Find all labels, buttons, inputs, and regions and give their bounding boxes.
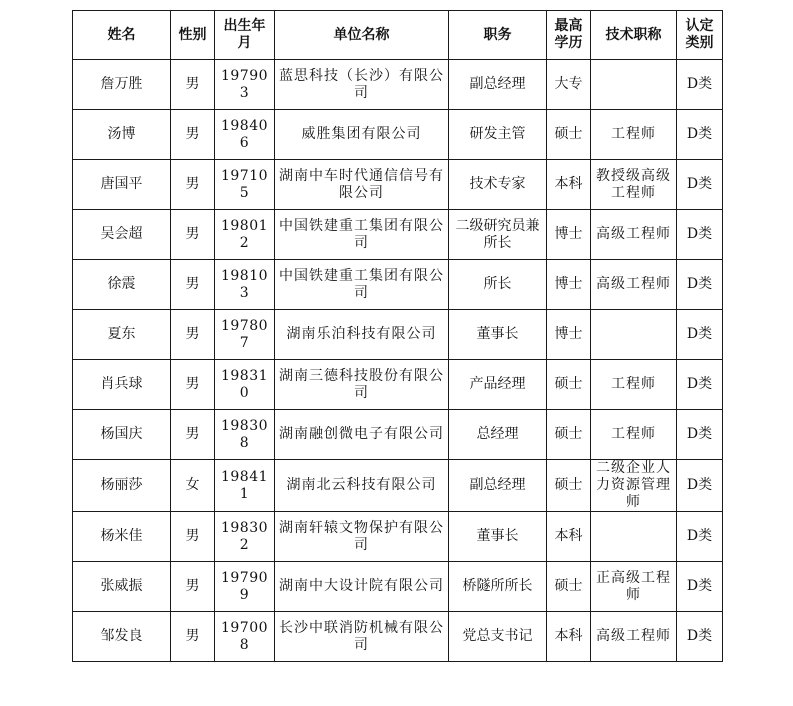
cell-unit: 湖南轩辕文物保护有限公司 bbox=[275, 512, 449, 562]
cell-title: 工程师 bbox=[591, 360, 677, 410]
table-row bbox=[73, 562, 723, 612]
cell-education: 大专 bbox=[547, 60, 591, 110]
cell-position: 党总支书记 bbox=[449, 612, 547, 662]
cell-gender: 男 bbox=[171, 612, 215, 662]
header-education: 最高学历 bbox=[547, 11, 591, 60]
table-row bbox=[73, 310, 723, 360]
table-row bbox=[73, 460, 723, 512]
header-gender: 性别 bbox=[171, 11, 215, 60]
cell-name: 杨国庆 bbox=[73, 410, 171, 460]
cell-name: 汤博 bbox=[73, 110, 171, 160]
cell-title bbox=[591, 310, 677, 360]
cell-education: 本科 bbox=[547, 160, 591, 210]
table-row bbox=[73, 60, 723, 110]
header-row bbox=[73, 11, 723, 60]
cell-name: 徐震 bbox=[73, 260, 171, 310]
cell-name: 唐国平 bbox=[73, 160, 171, 210]
cell-gender: 男 bbox=[171, 160, 215, 210]
header-title: 技术职称 bbox=[591, 11, 677, 60]
header-category: 认定类别 bbox=[677, 11, 723, 60]
cell-education: 博士 bbox=[547, 260, 591, 310]
cell-birth: 197909 bbox=[215, 562, 275, 612]
cell-gender: 男 bbox=[171, 110, 215, 160]
cell-education: 博士 bbox=[547, 310, 591, 360]
cell-gender: 女 bbox=[171, 460, 215, 512]
cell-birth: 198411 bbox=[215, 460, 275, 512]
cell-unit: 蓝思科技（长沙）有限公司 bbox=[275, 60, 449, 110]
cell-unit: 湖南乐泊科技有限公司 bbox=[275, 310, 449, 360]
table-row bbox=[73, 512, 723, 562]
cell-education: 硕士 bbox=[547, 360, 591, 410]
cell-category: D类 bbox=[677, 512, 723, 562]
cell-category: D类 bbox=[677, 260, 723, 310]
cell-position: 研发主管 bbox=[449, 110, 547, 160]
header-name: 姓名 bbox=[73, 11, 171, 60]
cell-position: 桥隧所所长 bbox=[449, 562, 547, 612]
cell-position: 技术专家 bbox=[449, 160, 547, 210]
cell-position: 副总经理 bbox=[449, 460, 547, 512]
cell-birth: 198302 bbox=[215, 512, 275, 562]
cell-gender: 男 bbox=[171, 512, 215, 562]
cell-name: 吴会超 bbox=[73, 210, 171, 260]
cell-title: 高级工程师 bbox=[591, 612, 677, 662]
cell-education: 硕士 bbox=[547, 460, 591, 512]
cell-unit: 湖南三德科技股份有限公司 bbox=[275, 360, 449, 410]
cell-title: 教授级高级工程师 bbox=[591, 160, 677, 210]
cell-title bbox=[591, 512, 677, 562]
cell-birth: 198012 bbox=[215, 210, 275, 260]
cell-name: 肖兵球 bbox=[73, 360, 171, 410]
cell-gender: 男 bbox=[171, 310, 215, 360]
cell-unit: 湖南融创微电子有限公司 bbox=[275, 410, 449, 460]
header-birth: 出生年月 bbox=[215, 11, 275, 60]
cell-title bbox=[591, 60, 677, 110]
cell-name: 夏东 bbox=[73, 310, 171, 360]
cell-gender: 男 bbox=[171, 410, 215, 460]
cell-education: 本科 bbox=[547, 512, 591, 562]
cell-category: D类 bbox=[677, 310, 723, 360]
cell-title: 正高级工程师 bbox=[591, 562, 677, 612]
cell-education: 硕士 bbox=[547, 110, 591, 160]
cell-category: D类 bbox=[677, 612, 723, 662]
cell-name: 张威振 bbox=[73, 562, 171, 612]
cell-name: 杨丽莎 bbox=[73, 460, 171, 512]
cell-category: D类 bbox=[677, 460, 723, 512]
cell-unit: 湖南中车时代通信信号有限公司 bbox=[275, 160, 449, 210]
cell-birth: 198406 bbox=[215, 110, 275, 160]
cell-name: 杨米佳 bbox=[73, 512, 171, 562]
cell-unit: 中国铁建重工集团有限公司 bbox=[275, 210, 449, 260]
cell-category: D类 bbox=[677, 160, 723, 210]
cell-education: 硕士 bbox=[547, 562, 591, 612]
cell-position: 二级研究员兼所长 bbox=[449, 210, 547, 260]
cell-birth: 198103 bbox=[215, 260, 275, 310]
table-row bbox=[73, 210, 723, 260]
cell-category: D类 bbox=[677, 410, 723, 460]
cell-name: 邹发良 bbox=[73, 612, 171, 662]
personnel-table bbox=[72, 10, 723, 662]
cell-gender: 男 bbox=[171, 562, 215, 612]
header-position: 职务 bbox=[449, 11, 547, 60]
cell-birth: 197105 bbox=[215, 160, 275, 210]
cell-title: 工程师 bbox=[591, 110, 677, 160]
cell-position: 副总经理 bbox=[449, 60, 547, 110]
cell-position: 所长 bbox=[449, 260, 547, 310]
table-row bbox=[73, 410, 723, 460]
cell-education: 硕士 bbox=[547, 410, 591, 460]
table-row bbox=[73, 260, 723, 310]
personnel-table-sheet bbox=[72, 10, 722, 662]
table-row bbox=[73, 160, 723, 210]
cell-category: D类 bbox=[677, 360, 723, 410]
cell-name: 詹万胜 bbox=[73, 60, 171, 110]
cell-position: 总经理 bbox=[449, 410, 547, 460]
cell-gender: 男 bbox=[171, 210, 215, 260]
cell-gender: 男 bbox=[171, 360, 215, 410]
cell-gender: 男 bbox=[171, 260, 215, 310]
cell-birth: 198308 bbox=[215, 410, 275, 460]
cell-title: 高级工程师 bbox=[591, 260, 677, 310]
cell-education: 本科 bbox=[547, 612, 591, 662]
cell-birth: 197807 bbox=[215, 310, 275, 360]
cell-position: 董事长 bbox=[449, 310, 547, 360]
table-row bbox=[73, 360, 723, 410]
table-row bbox=[73, 612, 723, 662]
cell-birth: 197903 bbox=[215, 60, 275, 110]
cell-title: 高级工程师 bbox=[591, 210, 677, 260]
cell-category: D类 bbox=[677, 60, 723, 110]
cell-birth: 197008 bbox=[215, 612, 275, 662]
table-row bbox=[73, 110, 723, 160]
table-body bbox=[73, 60, 723, 662]
cell-unit: 湖南北云科技有限公司 bbox=[275, 460, 449, 512]
cell-title: 二级企业人力资源管理师 bbox=[591, 460, 677, 512]
cell-position: 董事长 bbox=[449, 512, 547, 562]
cell-unit: 威胜集团有限公司 bbox=[275, 110, 449, 160]
cell-category: D类 bbox=[677, 562, 723, 612]
cell-category: D类 bbox=[677, 110, 723, 160]
cell-title: 工程师 bbox=[591, 410, 677, 460]
cell-unit: 湖南中大设计院有限公司 bbox=[275, 562, 449, 612]
cell-unit: 中国铁建重工集团有限公司 bbox=[275, 260, 449, 310]
cell-birth: 198310 bbox=[215, 360, 275, 410]
cell-category: D类 bbox=[677, 210, 723, 260]
header-unit: 单位名称 bbox=[275, 11, 449, 60]
cell-gender: 男 bbox=[171, 60, 215, 110]
cell-education: 博士 bbox=[547, 210, 591, 260]
cell-position: 产品经理 bbox=[449, 360, 547, 410]
cell-unit: 长沙中联消防机械有限公司 bbox=[275, 612, 449, 662]
